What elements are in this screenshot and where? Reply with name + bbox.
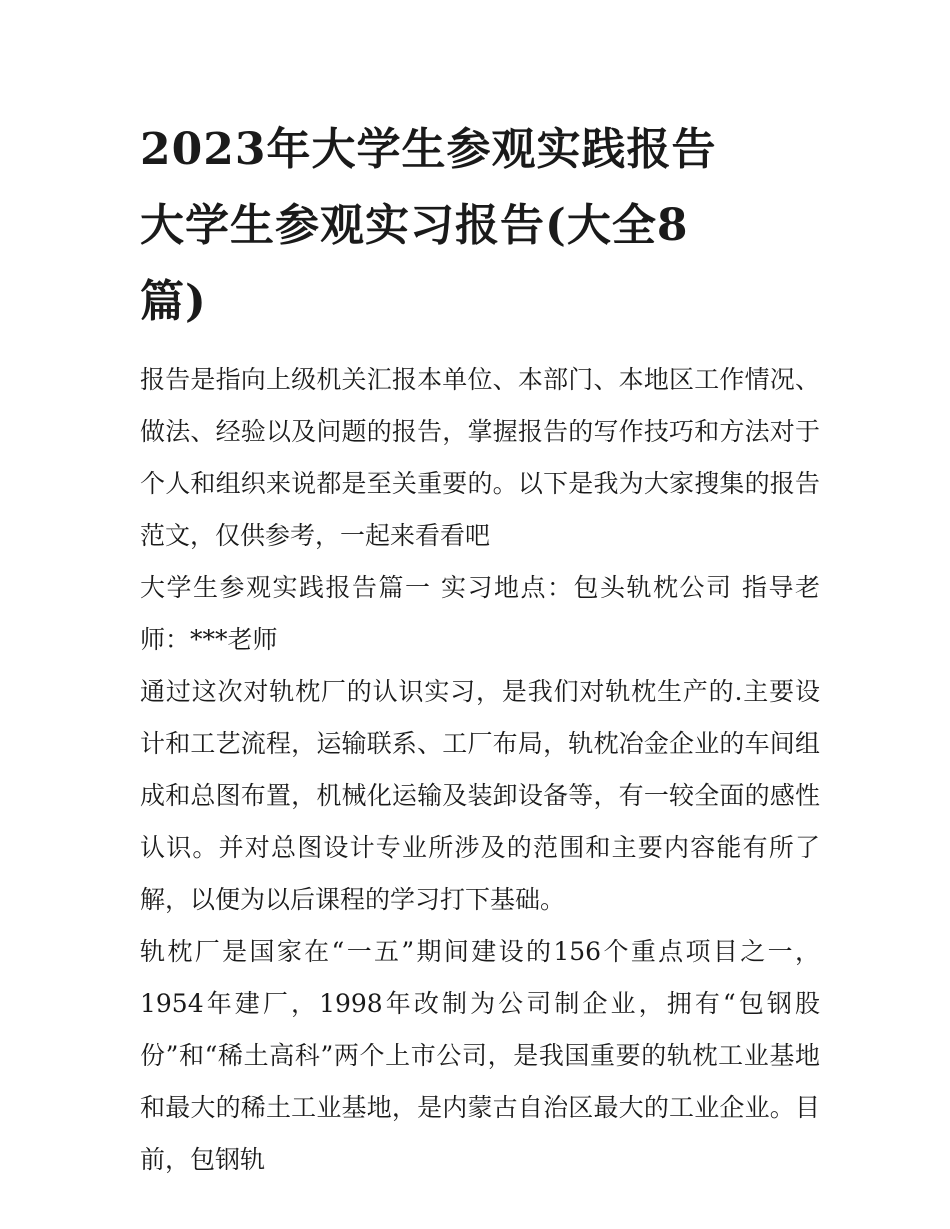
body-paragraph-1: 通过这次对轨枕厂的认识实习，是我们对轨枕生产的.主要设计和工艺流程，运输联系、工厂布局，轨枕冶金企业的车间组成和总图布置，机械化运输及装卸设备等，有一较全面的感性认识。并对总图设计专业所涉及的范围和主要内容能有所了解，以便为以后课程的学习打下基础。 [140,677,820,914]
section-heading-paragraph: 大学生参观实践报告篇一 实习地点：包头轨枕公司 指导老师：***老师 [140,573,820,654]
body-paragraph-2: 轨枕厂是国家在“一五”期间建设的156个重点项目之一，1954年建厂，1998年改制为公司制企业，拥有“包钢股份”和“稀土高科”两个上市公司，是我国重要的轨枕工业基地和最大的稀土工业基地，是内蒙古自治区最大的工业企业。目前，包钢轨 [140,937,820,1174]
document-title [140,112,820,340]
title-line-1: 2023年大学生参观实践报告 [140,124,717,175]
document-body [140,112,820,1186]
title-line-3: 篇) [140,276,207,327]
title-line-2: 大学生参观实习报告(大全8 [140,200,689,251]
intro-paragraph: 报告是指向上级机关汇报本单位、本部门、本地区工作情况、做法、经验以及问题的报告，掌握报告的写作技巧和方法对于个人和组织来说都是至关重要的。以下是我为大家搜集的报告范文，仅供参考，一起来看看吧 [140,365,820,550]
